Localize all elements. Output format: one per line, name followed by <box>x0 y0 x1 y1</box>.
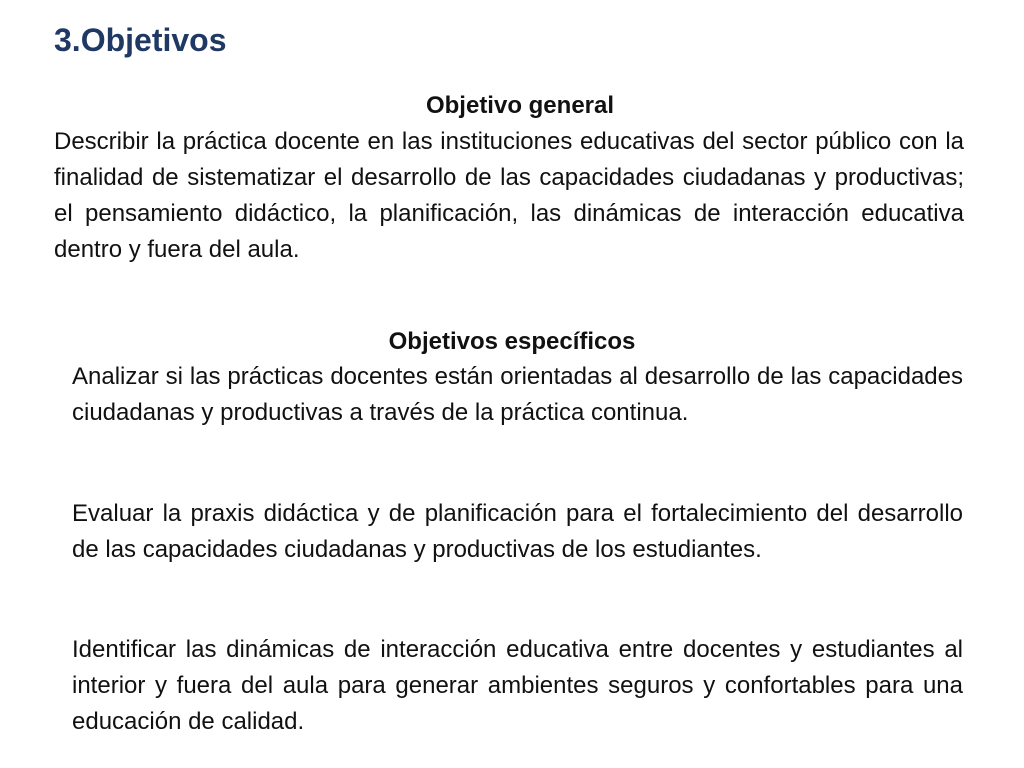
specific-objective-item: Evaluar la praxis didáctica y de planificación para el fortalecimiento del desarrollo de las capacidades ciudadanas y productivas de los estudiantes. <box>72 500 963 563</box>
specific-objective-item: Identificar las dinámicas de interacción educativa entre docentes y estudiantes al interior y fuera del aula para generar ambientes seguros y confortables para una educación de calidad. <box>72 636 963 735</box>
general-objective-heading: Objetivo general <box>425 92 615 119</box>
specific-objective-item: Analizar si las prácticas docentes están orientadas al desarrollo de las capacidades ciudadanas y productivas a través de la práctica continua. <box>72 363 963 426</box>
slide-title: 3.Objetivos <box>54 22 227 58</box>
general-objective-text: Describir la práctica docente en las instituciones educativas del sector público con la finalidad de sistematizar el desarrollo de las capacidades ciudadanas y productivas; el pensamiento didáctico, la planificación, las dinámicas de interacción educativa dentro y fuera del aula. <box>54 128 964 263</box>
specific-objectives-heading: Objetivos específicos <box>388 328 636 355</box>
